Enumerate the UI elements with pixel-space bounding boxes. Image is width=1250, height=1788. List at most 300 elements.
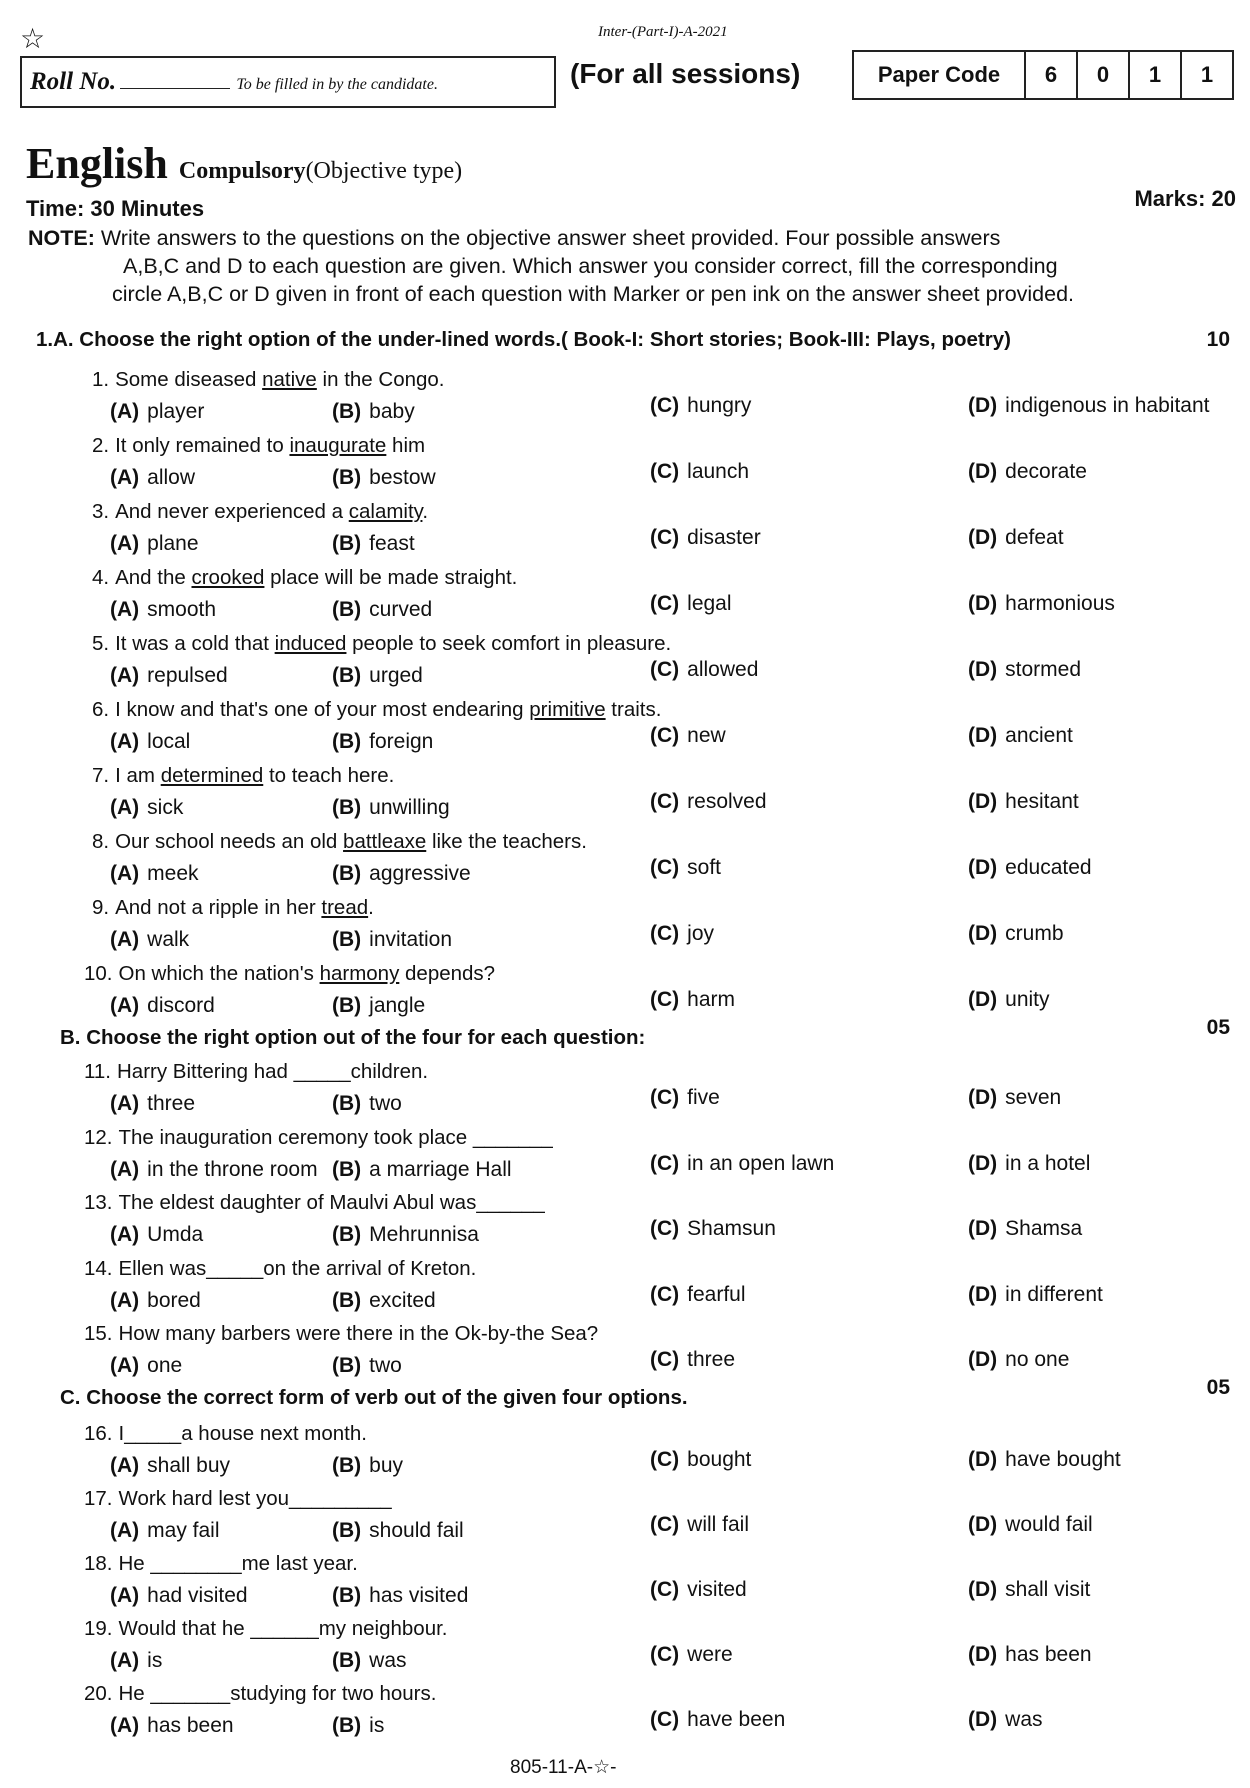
underlined-word: primitive [529,698,606,721]
option-text: unwilling [369,796,450,819]
question-number: 1. [92,368,110,391]
option-letter: (B) [332,730,362,753]
option-text: has visited [369,1584,469,1607]
option-letter: (A) [110,862,140,885]
option-letter: (B) [332,796,362,819]
answer-option[interactable] [968,1348,1069,1372]
option-text: sick [147,796,184,819]
option-text: were [687,1643,733,1666]
option-text: new [687,724,726,747]
section-marks: 05 [1206,1376,1230,1399]
option-text: have been [687,1708,786,1731]
answer-option[interactable] [968,592,1115,616]
paper-code-label: Paper Code [877,62,1001,87]
question-number: 9. [92,896,110,919]
question-text: The inauguration ceremony took place _______ [118,1125,553,1149]
answer-option[interactable] [968,1708,1043,1732]
option-text: stormed [1005,658,1082,681]
question [84,962,495,986]
option-letter: (C) [650,592,680,615]
answer-option[interactable] [332,532,415,556]
option-letter: (C) [650,1217,680,1240]
option-letter: (C) [650,1578,680,1601]
option-letter: (D) [968,922,998,945]
answer-option[interactable] [110,1714,234,1738]
option-letter: (B) [332,1714,362,1737]
option-letter: (A) [110,1714,140,1737]
answer-option[interactable] [332,1092,402,1116]
option-letter: (D) [968,856,998,879]
option-text: Umda [147,1223,204,1246]
option-letter: (A) [110,796,140,819]
option-letter: (A) [110,598,140,621]
answer-option[interactable] [968,394,1210,418]
option-letter: (C) [650,526,680,549]
answer-option[interactable] [110,1223,203,1247]
option-letter: (B) [332,598,362,621]
question-text: He ________me last year. [118,1552,358,1575]
question-text: I_____a house next month. [118,1422,367,1445]
option-letter: (B) [332,532,362,555]
star-icon: ☆ [20,23,46,54]
answer-option[interactable] [650,724,726,748]
option-text: shall visit [1005,1578,1091,1601]
answer-option[interactable] [110,664,228,688]
option-letter: (D) [968,394,998,417]
section-heading: C. Choose the correct form of verb out of the given four options. [60,1386,688,1409]
option-letter: (D) [968,1217,998,1240]
answer-option[interactable] [968,724,1073,748]
answer-option[interactable] [110,1158,318,1182]
note-line: A,B,C and D to each question are given. Which answer you consider correct, fill the corresponding [123,254,1058,278]
question-text: Would that he ______my neighbour. [118,1617,448,1640]
option-letter: (A) [110,1519,140,1542]
answer-option[interactable] [110,1092,195,1116]
answer-option[interactable] [332,862,471,886]
answer-option[interactable] [968,1578,1090,1602]
answer-option[interactable] [968,922,1064,946]
answer-option[interactable] [110,532,199,556]
option-letter: (A) [110,466,140,489]
option-letter: (D) [968,460,998,483]
option-text: meek [147,862,199,885]
option-text: three [687,1348,736,1371]
question-number: 13. [84,1191,113,1214]
answer-option[interactable] [650,1513,749,1537]
option-text: baby [369,400,415,423]
option-text: disaster [687,526,761,549]
paper-code-digit: 0 [1076,52,1128,98]
option-letter: (D) [968,1086,998,1109]
option-letter: (A) [110,1288,140,1312]
question [92,368,445,392]
option-text: two [369,1092,402,1115]
option-text: bored [147,1288,201,1312]
question-number: 19. [84,1617,113,1640]
section-marks: 10 [1206,328,1230,351]
option-letter: (D) [968,526,998,549]
question-text: Harry Bittering had _____children. [116,1060,429,1083]
option-letter: (B) [332,928,362,951]
paper-code-digit: 1 [1128,52,1180,98]
question [92,698,661,722]
roll-blank[interactable] [120,88,230,89]
question-text: On which the nation's [118,962,320,985]
answer-option[interactable] [650,1152,834,1176]
option-text: had visited [147,1584,248,1607]
option-text: buy [369,1454,404,1477]
question-number: 4. [92,566,110,589]
option-letter: (D) [968,1151,998,1175]
answer-option[interactable] [968,790,1079,814]
answer-option[interactable] [332,466,436,490]
option-letter: (D) [968,1643,998,1666]
option-letter: (A) [110,928,140,951]
option-text: two [369,1354,402,1377]
question-number: 8. [92,830,110,853]
answer-option[interactable] [650,1348,735,1372]
option-letter: (D) [968,790,998,813]
answer-option[interactable] [332,1223,479,1247]
roll-number-box [20,56,556,108]
underlined-word: battleaxe [343,830,427,853]
answer-option[interactable] [650,1708,785,1732]
answer-option[interactable] [650,856,721,880]
option-letter: (C) [650,922,680,945]
answer-option[interactable] [968,1283,1103,1307]
question-number: 3. [92,500,110,523]
roll-note: To be filled in by the candidate. [236,76,438,93]
question [84,1422,367,1446]
answer-option[interactable] [332,994,425,1018]
question [84,1487,392,1511]
answer-option[interactable] [332,1584,468,1608]
question-text: Our school needs an old [115,830,344,853]
option-text: smooth [147,598,217,621]
option-text: fearful [687,1282,746,1306]
answer-option[interactable] [332,730,433,754]
option-text: hesitant [1005,790,1079,813]
answer-option[interactable] [110,400,204,424]
option-text: visited [687,1578,747,1601]
question [84,1060,428,1084]
answer-option[interactable] [650,394,751,418]
answer-option[interactable] [332,1289,436,1313]
option-letter: (B) [332,1584,362,1607]
answer-option[interactable] [650,1217,776,1241]
answer-option[interactable] [332,928,452,952]
sessions-label: (For all sessions) [570,58,801,89]
option-text: may fail [147,1519,220,1542]
option-text: Shamsun [687,1217,776,1240]
option-text: jangle [369,994,426,1017]
option-text: foreign [369,730,434,753]
question-number: 16. [84,1422,113,1445]
question-number: 14. [84,1256,113,1280]
subtitle: Compulsory(Objective type) [178,158,463,184]
option-text: joy [687,922,715,945]
paper-code-box [852,50,1234,100]
option-letter: (D) [968,1282,998,1306]
question-text: I know and that's one of your most endearing [115,698,530,721]
answer-option[interactable] [968,1513,1093,1537]
option-letter: (D) [968,1513,998,1536]
section-heading: B. Choose the right option out of the four for each question: [60,1026,646,1049]
underlined-word: induced [274,632,347,655]
answer-option[interactable] [110,1454,230,1478]
option-letter: (B) [332,994,362,1017]
underlined-word: tread [321,896,369,919]
option-text: plane [147,532,199,555]
question [84,1191,545,1215]
option-letter: (C) [650,724,680,747]
question [84,1552,358,1576]
question-text: It only remained to [115,434,290,457]
answer-option[interactable] [332,1714,384,1738]
underlined-word: harmony [319,962,400,985]
option-letter: (B) [332,1288,362,1312]
answer-option[interactable] [968,856,1092,880]
option-text: excited [369,1288,436,1312]
option-letter: (C) [650,988,680,1011]
question-text: How many barbers were there in the Ok-by-the Sea? [118,1322,599,1345]
answer-option[interactable] [968,460,1087,484]
option-letter: (C) [650,790,680,813]
answer-option[interactable] [110,994,215,1018]
option-text: indigenous in habitant [1005,394,1210,417]
option-text: invitation [369,928,453,951]
option-text: bought [687,1448,752,1471]
question-text: Ellen was_____on the arrival of Kreton. [118,1256,477,1280]
underlined-word: determined [160,764,264,787]
page-footer: 805-11-A-☆- [510,1757,617,1778]
option-letter: (D) [968,658,998,681]
question-number: 6. [92,698,110,721]
answer-option[interactable] [110,1289,201,1313]
answer-option[interactable] [332,1158,512,1182]
option-text: harmonious [1005,592,1115,615]
option-letter: (B) [332,1223,362,1246]
answer-option[interactable] [332,796,450,820]
option-text: allowed [687,658,759,681]
answer-option[interactable] [332,400,415,424]
option-text: walk [147,928,190,951]
answer-option[interactable] [968,658,1081,682]
underlined-word: native [262,368,317,391]
option-text: resolved [687,790,767,813]
option-letter: (B) [332,664,362,687]
option-letter: (A) [110,1354,140,1377]
underlined-word: inaugurate [289,434,387,457]
option-letter: (A) [110,400,140,423]
answer-option[interactable] [650,1448,751,1472]
question [84,1126,553,1150]
question [92,632,671,656]
option-text: three [147,1092,196,1115]
answer-option[interactable] [332,598,432,622]
option-text: repulsed [147,664,228,687]
answer-option[interactable] [650,460,749,484]
answer-option[interactable] [650,1283,746,1307]
question-text: I am [115,764,161,787]
option-text: would fail [1005,1513,1093,1536]
option-letter: (D) [968,988,998,1011]
question [84,1257,476,1281]
note-label: NOTE: [28,226,95,250]
answer-option[interactable] [968,1152,1090,1176]
answer-option[interactable] [968,988,1050,1012]
roll-label: Roll No. [30,68,117,95]
answer-option[interactable] [110,1519,220,1543]
paper-code-digit: 1 [1180,52,1232,98]
answer-option[interactable] [110,466,195,490]
answer-option[interactable] [650,1086,720,1110]
option-letter: (C) [650,460,680,483]
paper-code-digit: 6 [1024,52,1076,98]
question [92,764,394,788]
option-text: Mehrunnisa [369,1223,479,1246]
answer-option[interactable] [968,1448,1121,1472]
answer-option[interactable] [968,1217,1082,1241]
option-letter: (C) [650,1643,680,1666]
question-text: The eldest daughter of Maulvi Abul was______ [118,1191,545,1214]
answer-option[interactable] [332,1649,407,1673]
underlined-word: crooked [191,566,265,589]
section-marks: 05 [1206,1016,1230,1039]
answer-option[interactable] [650,526,761,550]
option-letter: (B) [332,1354,362,1377]
answer-option[interactable] [650,592,732,616]
question-text: Work hard lest you_________ [118,1487,392,1510]
answer-option[interactable] [332,664,423,688]
question-text: He _______studying for two hours. [118,1682,437,1705]
option-letter: (A) [110,1092,140,1115]
option-letter: (A) [110,1649,140,1672]
answer-option[interactable] [332,1519,464,1543]
answer-option[interactable] [110,1649,162,1673]
option-text: urged [369,664,423,687]
answer-option[interactable] [110,862,199,886]
answer-option[interactable] [110,730,190,754]
question-text: depends? [399,962,496,985]
answer-option[interactable] [650,1578,747,1602]
answer-option[interactable] [110,598,216,622]
option-text: feast [369,532,415,555]
question [84,1322,598,1346]
option-text: bestow [369,466,436,489]
option-text: defeat [1005,526,1064,549]
option-letter: (A) [110,1157,140,1181]
subject: English [26,139,168,188]
option-text: is [147,1649,163,1672]
option-text: should fail [369,1519,464,1542]
option-text: seven [1005,1086,1062,1109]
option-text: has been [147,1714,234,1737]
option-text: in an open lawn [687,1151,835,1175]
question-number: 7. [92,764,110,787]
answer-option[interactable] [110,796,183,820]
roll-number-field[interactable] [30,68,438,96]
option-text: in the throne room [147,1157,318,1181]
option-letter: (A) [110,532,140,555]
option-text: local [147,730,191,753]
option-text: five [687,1086,720,1109]
question-number: 20. [84,1682,113,1705]
answer-option[interactable] [650,988,735,1012]
option-text: no one [1005,1348,1070,1371]
question-number: 11. [84,1060,111,1083]
option-text: Shamsa [1005,1217,1083,1240]
question-text: place will be made straight. [264,566,518,589]
answer-option[interactable] [650,790,767,814]
question-text: . [368,896,374,919]
option-letter: (C) [650,1086,680,1109]
answer-option[interactable] [968,1643,1092,1667]
option-text: curved [369,598,433,621]
option-letter: (A) [110,1223,140,1246]
option-letter: (B) [332,1649,362,1672]
option-letter: (C) [650,1282,680,1306]
option-text: have bought [1005,1448,1121,1471]
question-text: . [422,500,429,523]
answer-option[interactable] [968,1086,1061,1110]
underlined-word: calamity [348,500,423,523]
question-number: 18. [84,1552,113,1575]
question-number: 12. [84,1125,113,1149]
option-letter: (C) [650,856,680,879]
option-letter: (A) [110,1454,140,1477]
option-text: educated [1005,856,1092,879]
option-text: in different [1005,1282,1103,1306]
option-letter: (D) [968,1578,998,1601]
answer-option[interactable] [650,1643,733,1667]
option-text: ancient [1005,724,1073,747]
option-letter: (C) [650,1448,680,1471]
option-letter: (B) [332,1092,362,1115]
question [92,500,428,524]
option-letter: (D) [968,592,998,615]
question-text: It was a cold that [115,632,275,655]
option-letter: (C) [650,1708,680,1731]
answer-option[interactable] [650,658,758,682]
question-text: to teach here. [263,764,395,787]
option-text: shall buy [147,1454,231,1477]
option-letter: (B) [332,1454,362,1477]
option-letter: (A) [110,1584,140,1607]
answer-option[interactable] [110,1354,182,1378]
answer-option[interactable] [650,922,714,946]
option-text: player [147,400,205,423]
option-letter: (C) [650,658,680,681]
option-text: was [1005,1708,1043,1731]
option-text: was [369,1649,407,1672]
option-text: legal [687,592,732,615]
answer-option[interactable] [968,526,1064,550]
option-text: harm [687,988,736,1011]
option-letter: (B) [332,862,362,885]
answer-option[interactable] [110,928,189,952]
question-text: traits. [605,698,662,721]
option-text: will fail [687,1513,749,1536]
option-letter: (B) [332,1519,362,1542]
option-letter: (A) [110,994,140,1017]
answer-option[interactable] [110,1584,248,1608]
question-number: 2. [92,434,110,457]
answer-option[interactable] [332,1354,402,1378]
question-number: 15. [84,1322,113,1345]
option-text: crumb [1005,922,1064,945]
answer-option[interactable] [332,1454,403,1478]
